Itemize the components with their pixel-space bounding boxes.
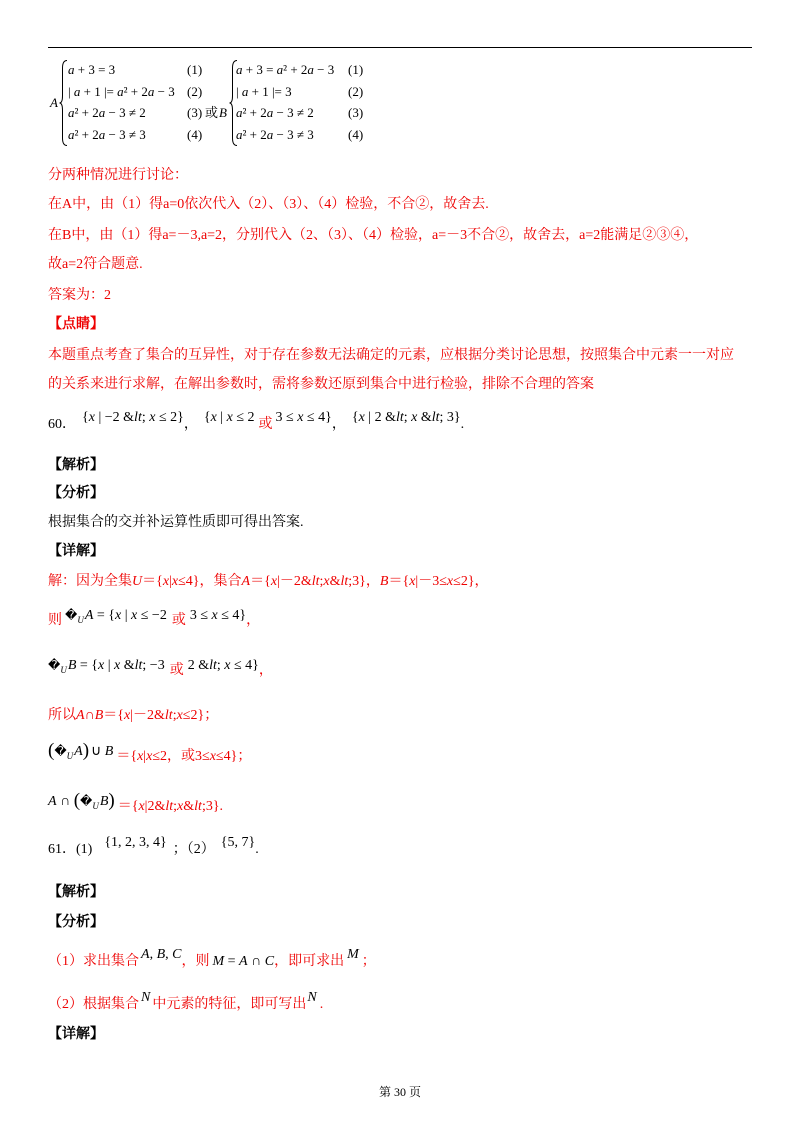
system-b-tag-4: (4) <box>348 127 364 142</box>
set-b-label: B <box>219 105 227 120</box>
system-a-tag-1: (1) <box>187 62 203 77</box>
q61-step-2 <box>48 990 324 1015</box>
complement-subscript: U <box>92 801 99 811</box>
equation-systems <box>48 59 388 149</box>
q60-complement-b-left: B = {x | x &lt; −3 <box>67 658 165 673</box>
q60-complement-b-end: ， <box>258 663 273 678</box>
q61-step-2-c: . <box>319 997 324 1012</box>
system-b-tag-3: (3) <box>348 105 364 120</box>
q61-step-1-d: ； <box>361 954 376 969</box>
paren-close: ) <box>82 740 90 761</box>
q60-intersection: 所以A∩B＝{x|－2&lt;x≤2}； <box>48 708 219 723</box>
or-label: 或 <box>205 105 219 120</box>
complement-subscript: U <box>66 751 74 761</box>
q61-step-2-b: 中元素的特征，即可写出 <box>152 997 307 1012</box>
system-a-eq-1: a + 3 = 3 <box>68 62 116 77</box>
remark-heading: 【点睛】 <box>48 317 104 332</box>
q60-complement-a-or: 或 <box>171 613 186 628</box>
q60-intersection-expression <box>48 790 224 814</box>
paren-close: ) <box>108 790 115 811</box>
q60-separator-1: ， <box>183 417 198 432</box>
q61-step-1-c: ，即可求出 <box>274 954 345 969</box>
q60-separator-2: ， <box>331 417 346 432</box>
complement-symbol: � <box>48 658 61 672</box>
q60-complement-a-end: ， <box>246 613 261 628</box>
intersection-result: ＝{x|2&lt;x&lt;3}. <box>117 799 224 814</box>
discussion-intro: 分两种情况进行讨论： <box>48 168 188 183</box>
q61-answer-1: {1, 2, 3, 4} <box>104 835 167 850</box>
q61-step-2-set: N <box>141 990 151 1005</box>
q61-step-1-target: M <box>347 947 359 962</box>
discussion-case-b: 在B中，由（1）得a=－3,a=2，分别代入（2、（3）、（4）检验，a=－3不合②，故舍去，a=2能满足②③④， <box>48 228 699 243</box>
set-a-label: A <box>50 95 58 110</box>
system-a-eq-4: a² + 2a − 3 ≠ 3 <box>68 127 146 142</box>
q60-answer-2-right: 3 ≤ x ≤ 4} <box>275 410 332 425</box>
discussion-conclusion: 故a=2符合题意. <box>48 257 143 272</box>
intersection-set: B <box>99 794 109 809</box>
q60-complement-a-right: 3 ≤ x ≤ 4} <box>189 608 247 623</box>
q60-given: 解：因为全集U＝{x|x≤4}，集合A＝{x|－2&lt;x&lt;3}，B＝{x|－3≤x≤2}， <box>48 574 489 589</box>
remark-line-2: 的关系来进行求解，在解出参数时，需将参数还原到集合中进行检验，排除不合理的答案 <box>48 377 594 392</box>
q60-xiangjie-heading: 【详解】 <box>48 544 104 559</box>
q60-answer-2-or: 或 <box>258 417 273 432</box>
q60-complement-b <box>48 655 273 678</box>
q60-complement-b-right: 2 &lt; x ≤ 4} <box>187 658 259 673</box>
q61-step-1-expr: M = A ∩ C <box>212 954 275 969</box>
q60-number: 60． <box>48 417 76 432</box>
system-b-tag-1: (1) <box>348 62 364 77</box>
q61-answer-line <box>48 835 259 860</box>
intersection-operator: A ∩ <box>48 794 74 809</box>
discussion-case-a: 在A中，由（1）得a=0依次代入（2）、（3）、（4）检验，不合②，故舍去. <box>48 197 489 212</box>
q60-analysis: 根据集合的交并补运算性质即可得出答案. <box>48 515 304 530</box>
paren-open: ( <box>73 790 81 811</box>
union-result: ＝{x|x≤2，或3≤x≤4}； <box>116 749 252 764</box>
q61-step-1-a: （1）求出集合 <box>48 954 139 969</box>
complement-symbol: � <box>54 744 67 758</box>
q60-jiexi-heading: 【解析】 <box>48 458 104 473</box>
header-rule <box>48 47 752 48</box>
page-number: 第 30 页 <box>378 1085 421 1099</box>
q60-complement-b-or: 或 <box>169 663 184 678</box>
system-a-tag-3: (3) <box>187 105 203 120</box>
complement-symbol: � <box>80 794 93 808</box>
union-operator: ∪ B <box>91 744 114 759</box>
q61-xiangjie-heading: 【详解】 <box>48 1027 104 1042</box>
system-a-eq-3: a² + 2a − 3 ≠ 2 <box>68 105 146 120</box>
q61-step-2-target: N <box>307 990 317 1005</box>
q60-complement-a-lead: 则 <box>48 613 62 628</box>
system-a-tag-4: (4) <box>187 127 203 142</box>
paren-open: ( <box>48 740 55 761</box>
q60-answer-1: {x | −2 &lt; x ≤ 2} <box>82 410 184 425</box>
complement-subscript: U <box>60 665 67 675</box>
q61-number: 61．(1) <box>48 842 93 857</box>
q61-answer-2: {5, 7} <box>220 835 256 850</box>
remark-line-1: 本题重点考查了集合的互异性，对于存在参数无法确定的元素，应根据分类讨论思想，按照集合中元素一一对应 <box>48 348 734 363</box>
q61-jiexi-heading: 【解析】 <box>48 885 104 900</box>
system-a-eq-2: | a + 1 |= a² + 2a − 3 <box>68 84 175 99</box>
union-set: A <box>74 744 83 759</box>
q60-answer-3: {x | 2 &lt; x &lt; 3} <box>351 410 461 425</box>
q60-complement-a-left: A = {x | x ≤ −2 <box>84 608 167 623</box>
q61-step-2-a: （2）根据集合 <box>48 997 139 1012</box>
q60-answer-2-left: {x | x ≤ 2 <box>203 410 255 425</box>
q60-answer-line <box>48 410 465 435</box>
q61-step-1-sets: A, B, C <box>141 947 182 962</box>
q61-separator: ；（2） <box>172 842 215 857</box>
q61-step-1 <box>48 947 376 972</box>
left-brace-a <box>59 60 68 146</box>
system-b-eq-4: a² + 2a − 3 ≠ 3 <box>236 127 314 142</box>
q60-fenxi-heading: 【分析】 <box>48 486 104 501</box>
complement-subscript: U <box>77 615 84 625</box>
system-b-eq-3: a² + 2a − 3 ≠ 2 <box>236 105 314 120</box>
q61-step-1-b: ，则 <box>181 954 210 969</box>
discussion-answer: 答案为：2 <box>48 288 111 303</box>
system-b-eq-1: a + 3 = a² + 2a − 3 <box>236 62 335 77</box>
system-b-eq-2: | a + 1 |= 3 <box>236 84 292 99</box>
q60-union-expression <box>48 740 252 764</box>
q60-complement-a <box>48 605 261 628</box>
q61-fenxi-heading: 【分析】 <box>48 915 104 930</box>
system-b-tag-2: (2) <box>348 84 364 99</box>
q61-end: . <box>255 842 259 857</box>
complement-symbol: � <box>65 608 78 622</box>
q60-end: . <box>460 417 465 432</box>
system-a-tag-2: (2) <box>187 84 203 99</box>
